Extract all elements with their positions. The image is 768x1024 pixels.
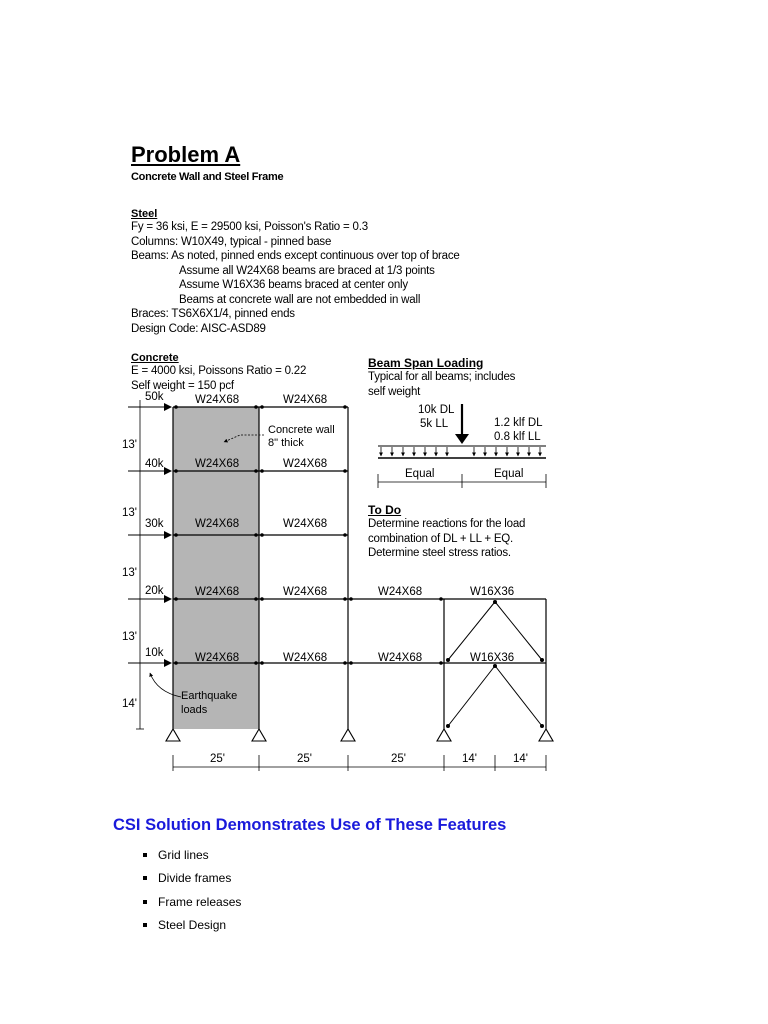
page-subtitle: Concrete Wall and Steel Frame: [131, 171, 284, 183]
list-item: [143, 843, 241, 867]
bay-width-label: 14': [462, 753, 477, 765]
pin-dot: [260, 661, 264, 665]
todo-line: Determine reactions for the load: [368, 518, 526, 530]
bay-width-label: 25': [210, 753, 225, 765]
pin-dot: [174, 469, 178, 473]
dist-load-label: 1.2 klf DL: [494, 417, 543, 429]
feature-label: Frame releases: [158, 894, 242, 909]
beam-label: W24X68: [378, 586, 423, 598]
load-label: 40k: [145, 458, 164, 470]
span-label: Equal: [494, 468, 524, 480]
list-item: [143, 914, 241, 938]
beam-label: W24X68: [283, 458, 328, 470]
pin-dot: [540, 658, 544, 662]
point-load-label: 5k LL: [420, 418, 449, 430]
bay-width-label: 25': [297, 753, 312, 765]
point-load-head: [455, 434, 469, 444]
pin-support: [341, 729, 355, 741]
pin-dot: [349, 597, 353, 601]
storey-height-label: 13': [122, 631, 137, 643]
wall-note: Concrete wall: [268, 424, 335, 436]
pin-dot: [254, 405, 258, 409]
storey-height-label: 13': [122, 439, 137, 451]
pin-dot: [174, 405, 178, 409]
pin-dot: [343, 661, 347, 665]
steel-line: Beams: As noted, pinned ends except continuous over top of brace: [131, 250, 460, 262]
brace-line: [496, 667, 542, 726]
page-title: Problem A: [131, 142, 241, 167]
beam-label: W24X68: [195, 394, 240, 406]
pin-dot: [343, 405, 347, 409]
eq-note: loads: [181, 704, 208, 716]
pin-dot: [343, 533, 347, 537]
steel-line: Assume all W24X68 beams are braced at 1/3 points: [179, 264, 435, 277]
pin-dot: [446, 724, 450, 728]
beam-label: W16X36: [470, 652, 515, 664]
pin-dot: [446, 658, 450, 662]
todo-line: Determine steel stress ratios.: [368, 547, 511, 559]
pin-dot: [439, 597, 443, 601]
pin-support: [539, 729, 553, 741]
steel-line: Design Code: AISC-ASD89: [131, 322, 266, 335]
point-load-label: 10k DL: [418, 404, 455, 416]
pin-dot: [254, 597, 258, 601]
pin-dot: [343, 597, 347, 601]
storey-height-label: 13': [122, 507, 137, 519]
pin-dot: [493, 664, 497, 668]
beam-label: W24X68: [283, 394, 328, 406]
bay-width-label: 25': [391, 753, 406, 765]
concrete-wall: [173, 407, 259, 729]
steel-line: Assume W16X36 beams braced at center only: [179, 279, 408, 291]
pin-dot: [439, 661, 443, 665]
beam-label: W24X68: [283, 518, 328, 530]
feature-label: Grid lines: [158, 847, 209, 862]
bullet-icon: [143, 876, 147, 880]
wall-note: 8" thick: [268, 437, 304, 449]
beam-label: W24X68: [195, 586, 240, 598]
bullet-icon: [143, 900, 147, 904]
load-label: 10k: [145, 647, 164, 659]
load-label: 50k: [145, 391, 164, 403]
storey-height-label: 13': [122, 567, 137, 579]
pin-dot: [540, 724, 544, 728]
csi-features-heading: CSI Solution Demonstrates Use of These Features: [113, 816, 507, 834]
list-item: [143, 867, 241, 891]
dist-load-label: 0.8 klf LL: [494, 431, 541, 443]
features-list: [143, 843, 241, 937]
beam-span-heading: Beam Span Loading: [368, 356, 484, 370]
beam-label: W24X68: [195, 458, 240, 470]
beam-label: W24X68: [195, 518, 240, 530]
steel-line: Columns: W10X49, typical - pinned base: [131, 235, 332, 248]
dist-load-arrows: [381, 447, 540, 456]
feature-label: Steel Design: [158, 918, 227, 933]
pin-dot: [174, 661, 178, 665]
pin-support: [166, 729, 180, 741]
steel-line: Beams at concrete wall are not embedded in wall: [179, 293, 421, 306]
load-label: 20k: [145, 585, 164, 597]
pin-dot: [254, 661, 258, 665]
beam-label: W24X68: [378, 652, 423, 664]
todo-heading: To Do: [368, 503, 402, 517]
beam-span-line: self weight: [368, 385, 421, 398]
feature-label: Divide frames: [158, 871, 232, 886]
beam-label: W24X68: [195, 652, 240, 664]
pin-dot: [174, 597, 178, 601]
concrete-line: Self weight = 150 pcf: [131, 379, 234, 392]
steel-line: Fy = 36 ksi, E = 29500 ksi, Poisson's Ratio = 0.3: [131, 221, 368, 233]
beam-label: W16X36: [470, 586, 515, 598]
pin-dot: [493, 600, 497, 604]
list-item: [143, 890, 241, 914]
pin-dot: [260, 597, 264, 601]
pin-dot: [343, 469, 347, 473]
pin-dot: [174, 533, 178, 537]
concrete-heading: Concrete: [131, 352, 179, 364]
storey-height-labels: [122, 439, 137, 710]
width-dimension: [173, 755, 546, 771]
brace-line: [448, 667, 494, 726]
concrete-line: E = 4000 ksi, Poissons Ratio = 0.22: [131, 365, 307, 377]
pin-dot: [260, 469, 264, 473]
pin-dot: [254, 469, 258, 473]
pin-dot: [260, 533, 264, 537]
beam-load-labels: [405, 404, 543, 480]
storey-height-label: 14': [122, 698, 137, 710]
bullet-icon: [143, 853, 147, 857]
bay-width-label: 14': [513, 753, 528, 765]
beam-label: W24X68: [283, 652, 328, 664]
supports: [166, 729, 553, 741]
pin-dot: [260, 405, 264, 409]
pin-dot: [349, 661, 353, 665]
bullet-icon: [143, 923, 147, 927]
pin-support: [437, 729, 451, 741]
load-label: 30k: [145, 518, 164, 530]
pin-support: [252, 729, 266, 741]
steel-heading: Steel: [131, 208, 158, 220]
steel-line: Braces: TS6X6X1/4, pinned ends: [131, 308, 295, 320]
bay-width-labels: [210, 753, 528, 765]
beam-span-line: Typical for all beams; includes: [368, 371, 516, 383]
todo-line: combination of DL + LL + EQ.: [368, 532, 514, 545]
span-label: Equal: [405, 468, 435, 480]
eq-note: Earthquake: [181, 690, 238, 702]
height-dimension: [136, 400, 144, 729]
pin-dot: [254, 533, 258, 537]
load-labels: [145, 391, 164, 659]
beam-label: W24X68: [283, 586, 328, 598]
